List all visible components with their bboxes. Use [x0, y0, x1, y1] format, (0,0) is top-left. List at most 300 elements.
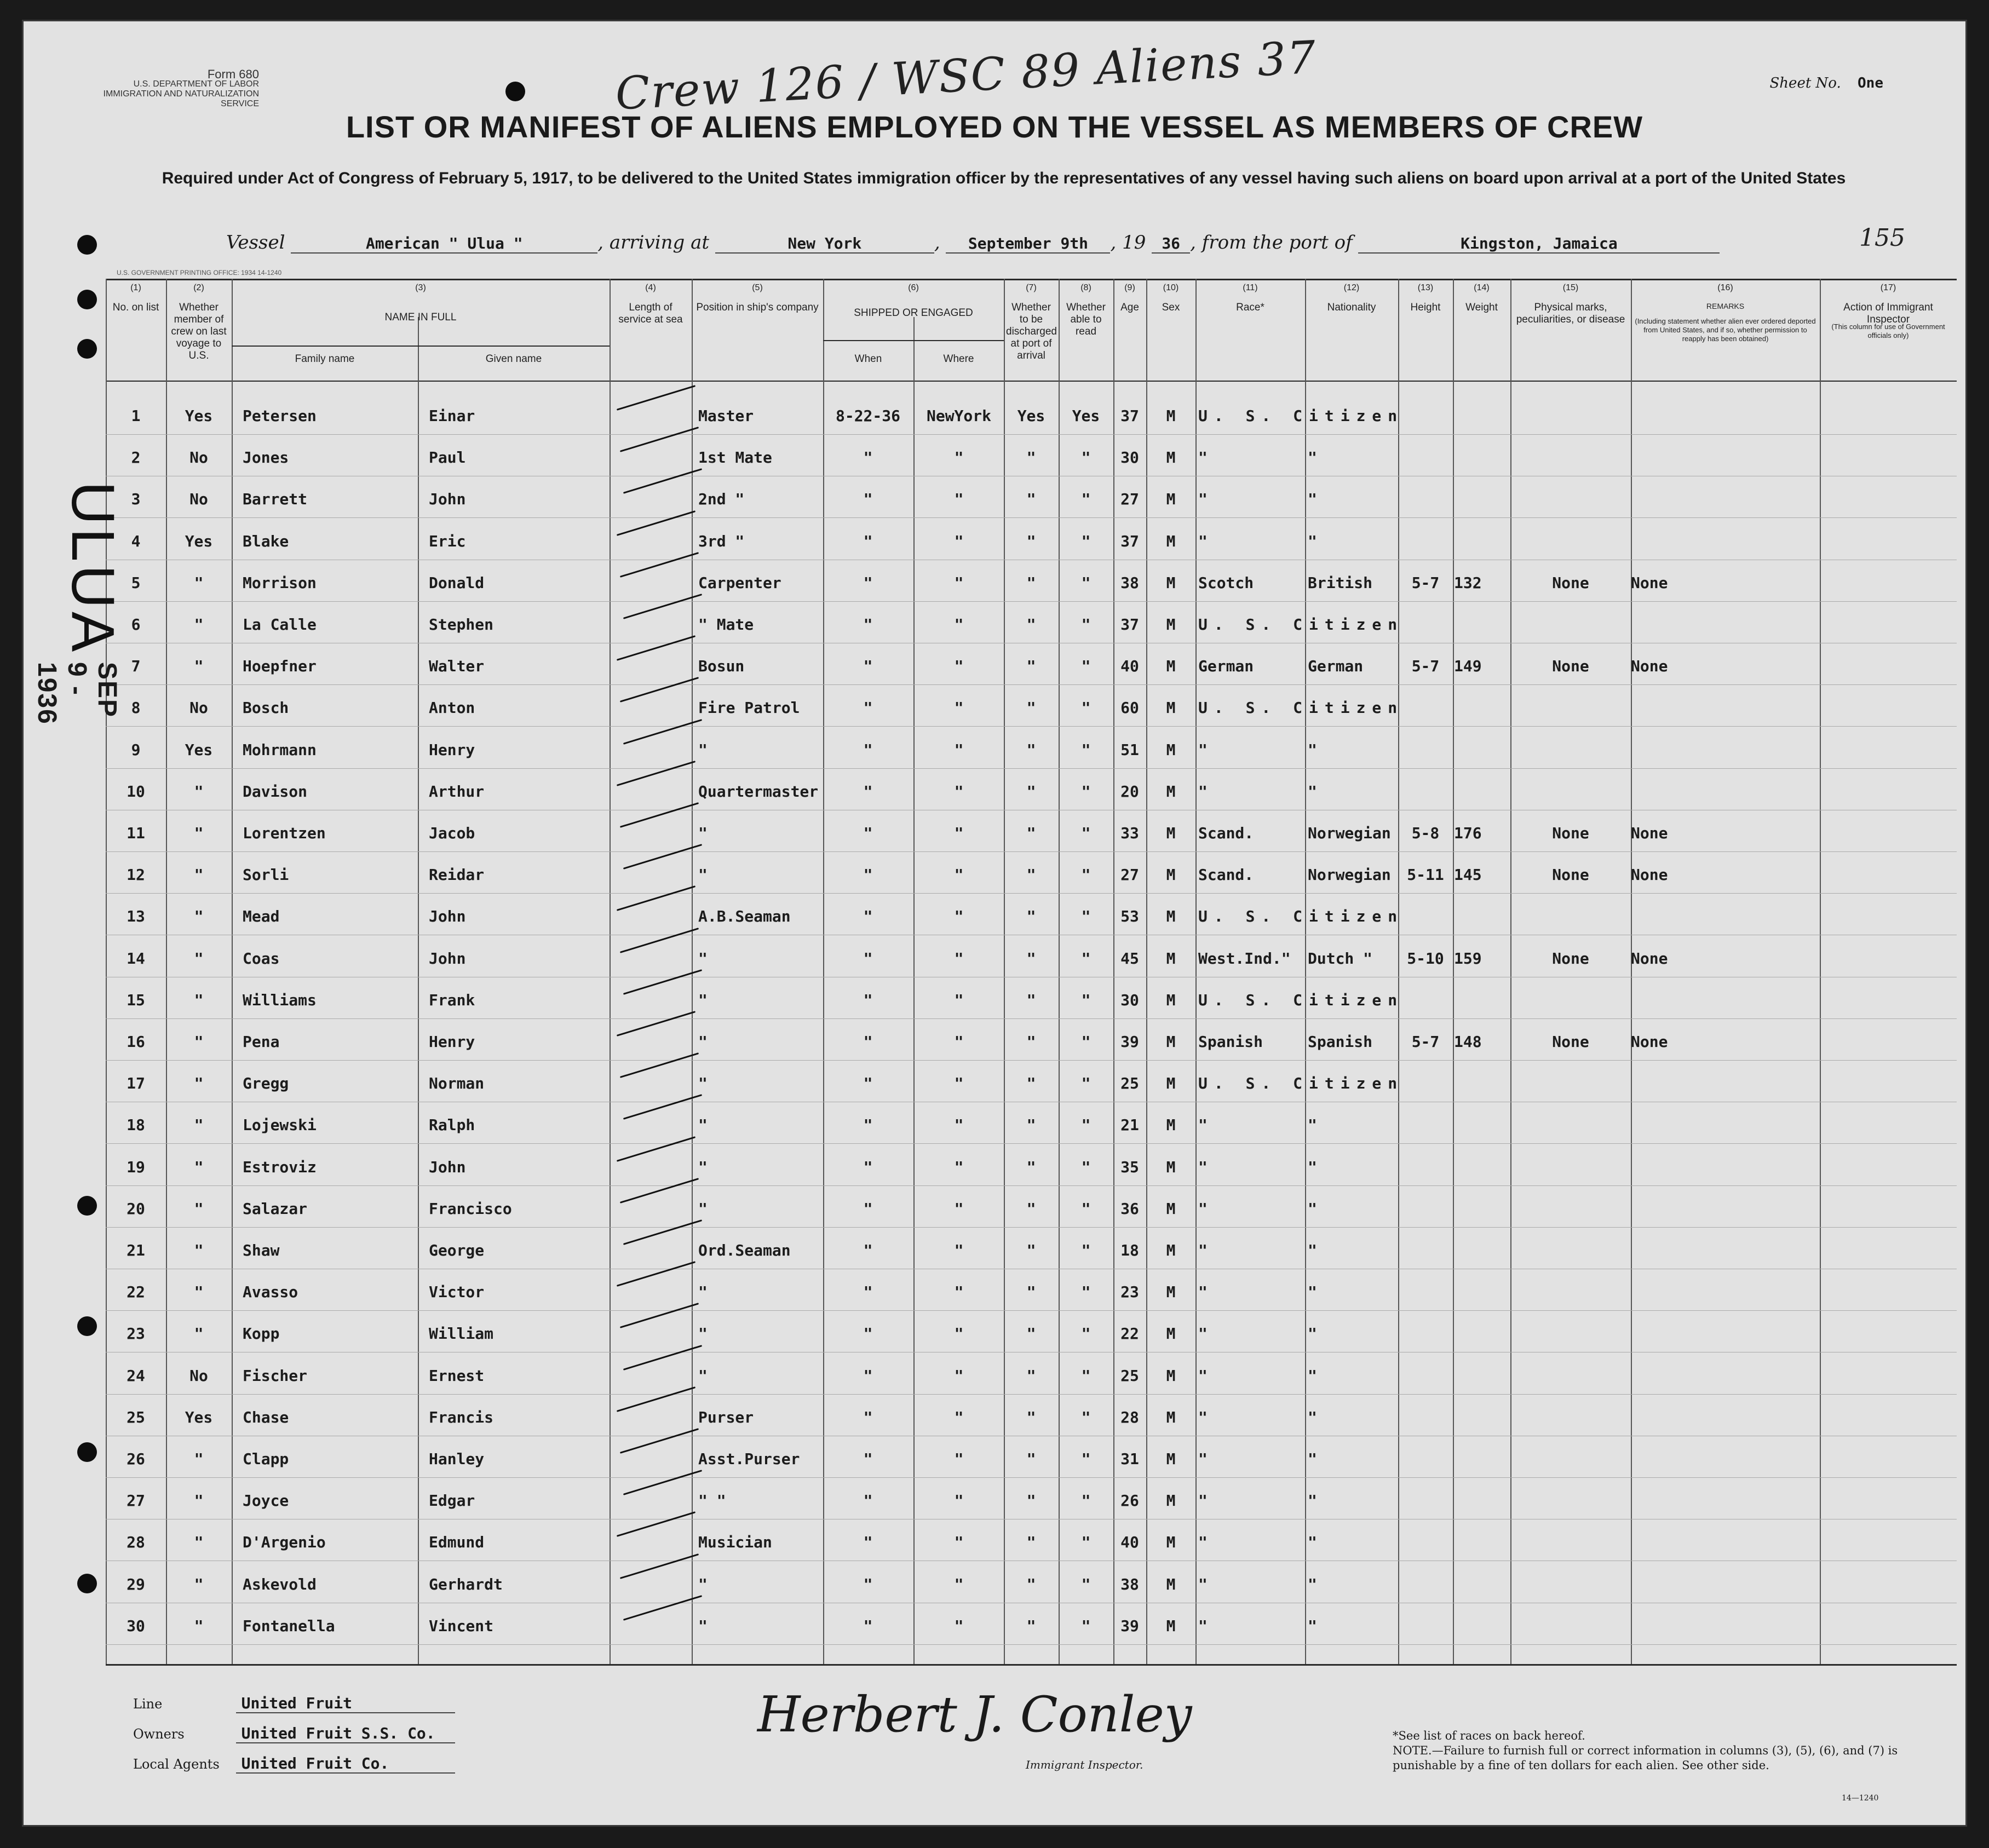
cell-position: " — [698, 1074, 708, 1093]
cell-last: " — [194, 1158, 204, 1176]
cell-age: 21 — [1120, 1116, 1139, 1135]
cell-no: 27 — [127, 1492, 145, 1510]
row-rule — [106, 684, 1957, 685]
cell-position: 1st Mate — [698, 448, 772, 467]
cell-disch: " — [1026, 573, 1036, 592]
cell-last: Yes — [185, 532, 213, 550]
cell-age: 23 — [1120, 1283, 1139, 1302]
cell-read: " — [1081, 1366, 1091, 1385]
cell-marks: None — [1552, 824, 1589, 842]
cell-when: " — [863, 782, 873, 801]
cell-sex: M — [1166, 615, 1176, 634]
cell-no: 2 — [131, 448, 141, 467]
cell-given: Henry — [429, 740, 475, 759]
inspector-label: Immigrant Inspector. — [1026, 1758, 1143, 1771]
cell-family: Gregg — [243, 1074, 289, 1093]
cell-no: 28 — [127, 1533, 145, 1552]
column-number: (7) — [1026, 283, 1037, 292]
cell-disch: " — [1026, 615, 1036, 634]
cell-weight: 132 — [1454, 573, 1482, 592]
cell-given: John — [429, 949, 466, 968]
cell-sex: M — [1166, 1366, 1176, 1385]
cell-disch: " — [1026, 1575, 1036, 1593]
cell-disch: " — [1026, 991, 1036, 1009]
column-header: Position in ship's company — [696, 302, 819, 313]
cell-where: " — [954, 1575, 964, 1593]
cell-nat: Norwegian — [1308, 824, 1391, 842]
cell-when: " — [863, 1283, 873, 1302]
column-number: (8) — [1080, 283, 1091, 292]
cell-where: " — [954, 824, 964, 842]
cell-nat: Norwegian — [1308, 866, 1391, 884]
cell-when: " — [863, 490, 873, 509]
cell-read: " — [1081, 949, 1091, 968]
row-rule — [106, 768, 1957, 769]
cell-age: 27 — [1120, 866, 1139, 884]
cell-disch: " — [1026, 1241, 1036, 1259]
table-row — [24, 1311, 1965, 1353]
cell-given: Francis — [429, 1408, 494, 1426]
cell-when: " — [863, 1158, 873, 1176]
vessel-label: Vessel — [226, 232, 285, 254]
cell-disch: " — [1026, 949, 1036, 968]
cell-nat: " — [1308, 1158, 1317, 1176]
cell-race: U. S. Citizen — [1198, 407, 1404, 425]
cell-no: 23 — [127, 1325, 145, 1343]
cell-race: " — [1198, 1408, 1208, 1426]
column-subheader: Family name — [295, 353, 355, 365]
cell-family: Jones — [243, 448, 289, 467]
cell-when: " — [863, 1533, 873, 1552]
cell-race: " — [1198, 1325, 1208, 1343]
cell-sex: M — [1166, 1408, 1176, 1426]
cell-no: 24 — [127, 1366, 145, 1385]
cell-read: " — [1081, 573, 1091, 592]
line-label: Line — [133, 1696, 163, 1712]
column-number: (14) — [1474, 283, 1490, 292]
column-number: (16) — [1717, 283, 1733, 292]
row-rule — [106, 601, 1957, 602]
cell-where: " — [954, 448, 964, 467]
cell-disch: " — [1026, 1492, 1036, 1510]
column-header: REMARKS — [1706, 302, 1745, 310]
column-header: Whether member of crew on last voyage to U.S. — [171, 302, 227, 361]
cell-race: " — [1198, 1158, 1208, 1176]
cell-age: 45 — [1120, 949, 1139, 968]
cell-where: " — [954, 1158, 964, 1176]
form-number: Form 680 — [207, 67, 259, 81]
cell-disch: " — [1026, 1199, 1036, 1218]
cell-nat: " — [1308, 1616, 1317, 1635]
column-header: Sex — [1162, 302, 1180, 313]
cell-age: 35 — [1120, 1158, 1139, 1176]
cell-marks: None — [1552, 949, 1589, 968]
cell-given: Walter — [429, 657, 485, 676]
column-number: (11) — [1243, 283, 1258, 292]
cell-position: " — [698, 949, 708, 968]
cell-when: " — [863, 448, 873, 467]
table-row — [24, 1354, 1965, 1395]
cell-sex: M — [1166, 1241, 1176, 1259]
cell-read: " — [1081, 1074, 1091, 1093]
footer-agents — [133, 1754, 455, 1774]
cell-family: Petersen — [243, 407, 317, 425]
cell-race: U. S. Citizen — [1198, 907, 1404, 926]
cell-family: Bosch — [243, 699, 289, 717]
cell-when: " — [863, 1408, 873, 1426]
cell-age: 60 — [1120, 699, 1139, 717]
cell-disch: " — [1026, 1616, 1036, 1635]
cell-where: " — [954, 1408, 964, 1426]
binding-hole — [77, 1196, 97, 1216]
cell-read: " — [1081, 991, 1091, 1009]
column-number: (5) — [752, 283, 763, 292]
cell-nat: " — [1308, 448, 1317, 467]
cell-no: 3 — [131, 490, 141, 509]
cell-given: Jacob — [429, 824, 475, 842]
cell-sex: M — [1166, 573, 1176, 592]
cell-sex: M — [1166, 532, 1176, 550]
column-header: Weight — [1465, 302, 1498, 313]
cell-remarks: None — [1631, 1033, 1668, 1051]
cell-nat: " — [1308, 1325, 1317, 1343]
cell-sex: M — [1166, 1616, 1176, 1635]
name-subheader-rule — [232, 346, 610, 347]
cell-sex: M — [1166, 1450, 1176, 1468]
cell-where: " — [954, 1366, 964, 1385]
table-row — [24, 1520, 1965, 1562]
row-rule — [106, 726, 1957, 727]
cell-family: Chase — [243, 1408, 289, 1426]
cell-given: Francisco — [429, 1199, 512, 1218]
cell-family: Clapp — [243, 1450, 289, 1468]
cell-nat: " — [1308, 1450, 1317, 1468]
cell-age: 30 — [1120, 991, 1139, 1009]
document-title: LIST OR MANIFEST OF ALIENS EMPLOYED ON THE VESSEL AS MEMBERS OF CREW — [346, 110, 1643, 144]
cell-nat: " — [1308, 1575, 1317, 1593]
column-header: Length of service at sea — [618, 302, 683, 325]
cell-remarks: None — [1631, 866, 1668, 884]
cell-age: 38 — [1120, 1575, 1139, 1593]
table-row — [24, 1228, 1965, 1270]
row-rule — [106, 1644, 1957, 1645]
cell-nat: Spanish — [1308, 1033, 1373, 1051]
cell-disch: Yes — [1017, 407, 1045, 425]
agents-value: United Fruit Co. — [236, 1754, 455, 1774]
cell-read: " — [1081, 1283, 1091, 1302]
cell-last: No — [189, 1366, 208, 1385]
cell-when: " — [863, 866, 873, 884]
cell-last: " — [194, 1074, 204, 1093]
cell-where: " — [954, 907, 964, 926]
cell-family: Askevold — [243, 1575, 317, 1593]
cell-read: " — [1081, 1533, 1091, 1552]
cell-when: " — [863, 1033, 873, 1051]
vessel-line: Vessel American " Ulua " , arriving at New York , September 9th , 19 36 , from the port of Kingston, Jamaica — [226, 232, 1792, 254]
cell-position: " — [698, 866, 708, 884]
table-row — [24, 1187, 1965, 1228]
cell-age: 37 — [1120, 532, 1139, 550]
cell-remarks: None — [1631, 949, 1668, 968]
cell-last: " — [194, 657, 204, 676]
agents-label: Local Agents — [133, 1757, 220, 1772]
cell-remarks: None — [1631, 824, 1668, 842]
cell-disch: " — [1026, 824, 1036, 842]
cell-age: 26 — [1120, 1492, 1139, 1510]
cell-race: " — [1198, 490, 1208, 509]
cell-read: " — [1081, 699, 1091, 717]
table-row — [24, 1145, 1965, 1187]
cell-sex: M — [1166, 866, 1176, 884]
cell-disch: " — [1026, 1533, 1036, 1552]
cell-where: " — [954, 1616, 964, 1635]
cell-marks: None — [1552, 866, 1589, 884]
column-number: (12) — [1343, 283, 1360, 292]
cell-given: Edgar — [429, 1492, 475, 1510]
cell-when: " — [863, 1616, 873, 1635]
cell-position: Asst.Purser — [698, 1450, 800, 1468]
cell-race: " — [1198, 1283, 1208, 1302]
cell-where: " — [954, 1283, 964, 1302]
cell-nat: British — [1308, 573, 1373, 592]
cell-remarks: None — [1631, 657, 1668, 676]
cell-given: Einar — [429, 407, 475, 425]
cell-nat: " — [1308, 1492, 1317, 1510]
cell-when: " — [863, 1074, 873, 1093]
footer-line — [133, 1694, 455, 1713]
cell-where: " — [954, 657, 964, 676]
cell-position: " — [698, 1616, 708, 1635]
cell-last: " — [194, 949, 204, 968]
cell-last: " — [194, 1199, 204, 1218]
cell-given: Gerhardt — [429, 1575, 503, 1593]
cell-family: Shaw — [243, 1241, 280, 1259]
cell-race: " — [1198, 782, 1208, 801]
cell-last: " — [194, 1492, 204, 1510]
cell-age: 25 — [1120, 1366, 1139, 1385]
cell-family: Estroviz — [243, 1158, 317, 1176]
cell-race: " — [1198, 1116, 1208, 1135]
cell-disch: " — [1026, 490, 1036, 509]
cell-disch: " — [1026, 699, 1036, 717]
row-rule — [106, 434, 1957, 435]
cell-age: 30 — [1120, 448, 1139, 467]
cell-position: Master — [698, 407, 754, 425]
cell-sex: M — [1166, 824, 1176, 842]
column-number: (1) — [130, 283, 141, 292]
cell-height: 5-7 — [1411, 573, 1440, 592]
cell-age: 40 — [1120, 657, 1139, 676]
cell-sex: M — [1166, 991, 1176, 1009]
cell-age: 37 — [1120, 407, 1139, 425]
arriving-label: arriving at — [609, 232, 710, 254]
cell-race: " — [1198, 1492, 1208, 1510]
cell-position: " — [698, 1366, 708, 1385]
cell-remarks: None — [1631, 573, 1668, 592]
column-number: (4) — [645, 283, 656, 292]
cell-read: " — [1081, 824, 1091, 842]
cell-given: Vincent — [429, 1616, 494, 1635]
cell-no: 14 — [127, 949, 145, 968]
side-stamp-vessel: ULUA — [59, 481, 127, 655]
cell-given: John — [429, 907, 466, 926]
table-row — [24, 519, 1965, 561]
cell-weight: 148 — [1454, 1033, 1482, 1051]
handwritten-crew-count: Crew 126 / WSC 89 Aliens 37 — [614, 31, 1318, 120]
cell-where: " — [954, 699, 964, 717]
row-rule — [106, 1143, 1957, 1144]
cell-sex: M — [1166, 949, 1176, 968]
cell-when: " — [863, 657, 873, 676]
cell-given: Stephen — [429, 615, 494, 634]
cell-disch: " — [1026, 1074, 1036, 1093]
cell-position: " — [698, 1158, 708, 1176]
cell-where: " — [954, 866, 964, 884]
cell-no: 12 — [127, 866, 145, 884]
column-subheader: Where — [943, 353, 974, 365]
cell-given: Hanley — [429, 1450, 485, 1468]
table-bottom-rule — [106, 1664, 1957, 1666]
cell-weight: 159 — [1454, 949, 1482, 968]
cell-no: 10 — [127, 782, 145, 801]
column-subheader: (Including statement whether alien ever ordered deported from United States, and if so, whether permission to reapply has been obtained) — [1635, 317, 1816, 343]
inspector-signature: Herbert J. Conley — [757, 1686, 1192, 1743]
cell-nat: " — [1308, 490, 1317, 509]
cell-last: Yes — [185, 740, 213, 759]
cell-position: " — [698, 824, 708, 842]
cell-when: " — [863, 615, 873, 634]
cell-no: 5 — [131, 573, 141, 592]
cell-position: Musician — [698, 1533, 772, 1552]
table-row — [24, 853, 1965, 894]
form-code: 14—1240 — [1842, 1794, 1879, 1803]
vessel-name: American " Ulua " — [291, 234, 597, 254]
binding-hole — [77, 339, 97, 359]
cell-last: " — [194, 907, 204, 926]
cell-race: " — [1198, 1366, 1208, 1385]
cell-race: " — [1198, 1199, 1208, 1218]
cell-given: Frank — [429, 991, 475, 1009]
cell-read: " — [1081, 1492, 1091, 1510]
year-prefix: 19 — [1122, 232, 1146, 254]
cell-read: " — [1081, 740, 1091, 759]
cell-no: 18 — [127, 1116, 145, 1135]
cell-race: " — [1198, 740, 1208, 759]
cell-when: " — [863, 907, 873, 926]
document-subtitle: Required under Act of Congress of February 5, 1917, to be delivered to the United States immigration officer by the representatives of any vessel having such aliens on board upon arrival at a port of the United States — [162, 169, 1846, 187]
cell-sex: M — [1166, 490, 1176, 509]
binding-hole — [77, 1574, 97, 1593]
table-row — [24, 936, 1965, 978]
table-row — [24, 477, 1965, 519]
cell-position: " — [698, 1575, 708, 1593]
cell-race: West.Ind." — [1198, 949, 1291, 968]
row-rule — [106, 851, 1957, 852]
row-rule — [106, 1477, 1957, 1478]
cell-sex: M — [1166, 1325, 1176, 1343]
cell-position: " — [698, 1199, 708, 1218]
cell-sex: M — [1166, 1033, 1176, 1051]
cell-disch: " — [1026, 1116, 1036, 1135]
cell-family: Sorli — [243, 866, 289, 884]
column-header: Whether able to read — [1066, 302, 1106, 337]
cell-read: " — [1081, 1408, 1091, 1426]
cell-no: 9 — [131, 740, 141, 759]
cell-age: 38 — [1120, 573, 1139, 592]
cell-given: William — [429, 1325, 494, 1343]
table-row — [24, 1395, 1965, 1437]
manifest-sheet — [22, 20, 1967, 1827]
cell-position: " — [698, 1325, 708, 1343]
cell-read: " — [1081, 1450, 1091, 1468]
cell-height: 5-7 — [1411, 657, 1440, 676]
cell-sex: M — [1166, 907, 1176, 926]
cell-last: No — [189, 490, 208, 509]
cell-nat: German — [1308, 657, 1364, 676]
cell-where: " — [954, 1325, 964, 1343]
cell-last: " — [194, 782, 204, 801]
table-top-rule — [106, 279, 1957, 280]
cell-family: Barrett — [243, 490, 308, 509]
cell-nat: Dutch " — [1308, 949, 1373, 968]
cell-marks: None — [1552, 1033, 1589, 1051]
table-header-rule — [106, 381, 1957, 382]
cell-family: Kopp — [243, 1325, 280, 1343]
cell-given: Anton — [429, 699, 475, 717]
cell-race: " — [1198, 1450, 1208, 1468]
cell-when: " — [863, 1241, 873, 1259]
cell-where: " — [954, 615, 964, 634]
cell-sex: M — [1166, 657, 1176, 676]
cell-disch: " — [1026, 532, 1036, 550]
table-row — [24, 811, 1965, 853]
column-subheader: When — [854, 353, 882, 365]
cell-given: Edmund — [429, 1533, 485, 1552]
cell-position: " — [698, 740, 708, 759]
cell-read: " — [1081, 1241, 1091, 1259]
column-header: Action of Immigrant Inspector — [1843, 302, 1933, 325]
table-row — [24, 644, 1965, 686]
cell-read: " — [1081, 532, 1091, 550]
cell-sex: M — [1166, 1116, 1176, 1135]
cell-sex: M — [1166, 1575, 1176, 1593]
cell-no: 30 — [127, 1616, 145, 1635]
table-row — [24, 1103, 1965, 1144]
column-header: Physical marks, peculiarities, or disease — [1516, 302, 1625, 325]
cell-no: 21 — [127, 1241, 145, 1259]
cell-position: 2nd " — [698, 490, 745, 509]
cell-when: " — [863, 532, 873, 550]
form-identifier — [95, 67, 259, 109]
cell-nat: " — [1308, 1199, 1317, 1218]
binding-hole — [77, 1316, 97, 1336]
column-number: (17) — [1880, 283, 1896, 292]
table-row — [24, 769, 1965, 811]
shipped-subheader-rule — [823, 340, 1004, 341]
column-header: No. on list — [112, 302, 159, 313]
cell-where: " — [954, 490, 964, 509]
cell-last: " — [194, 1116, 204, 1135]
cell-sex: M — [1166, 1199, 1176, 1218]
cell-disch: " — [1026, 1366, 1036, 1385]
cell-where: " — [954, 1450, 964, 1468]
cell-given: Victor — [429, 1283, 485, 1302]
cell-sex: M — [1166, 740, 1176, 759]
cell-family: Hoepfner — [243, 657, 317, 676]
service-length-mark — [617, 385, 695, 411]
cell-sex: M — [1166, 699, 1176, 717]
cell-sex: M — [1166, 448, 1176, 467]
